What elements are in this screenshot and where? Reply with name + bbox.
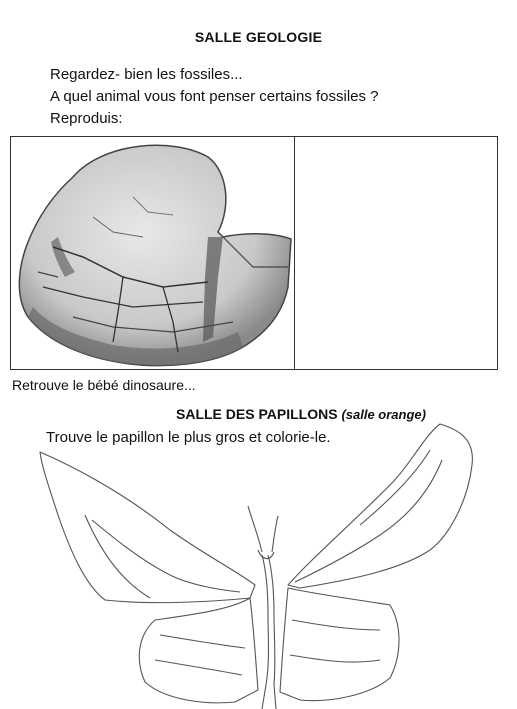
instruction-look-fossils: Regardez- bien les fossiles...	[50, 66, 243, 83]
instruction-reproduce: Reproduis:	[50, 110, 123, 127]
butterfly-room-subtitle: (salle orange)	[341, 407, 426, 422]
frame-divider	[294, 137, 295, 369]
geology-room-title: SALLE GEOLOGIE	[194, 29, 323, 45]
find-butterfly-instruction: Trouve le papillon le plus gros et colorie-le.	[46, 429, 331, 446]
butterfly-room-name: SALLE DES PAPILLONS	[176, 406, 338, 422]
find-baby-dinosaur-text: Retrouve le bébé dinosaure...	[12, 377, 196, 393]
butterfly-outline-drawing	[30, 420, 490, 709]
ammonite-fossil-photo	[13, 137, 293, 369]
question-animal: A quel animal vous font penser certains fossiles ?	[50, 88, 379, 105]
drawing-frame	[10, 136, 498, 370]
